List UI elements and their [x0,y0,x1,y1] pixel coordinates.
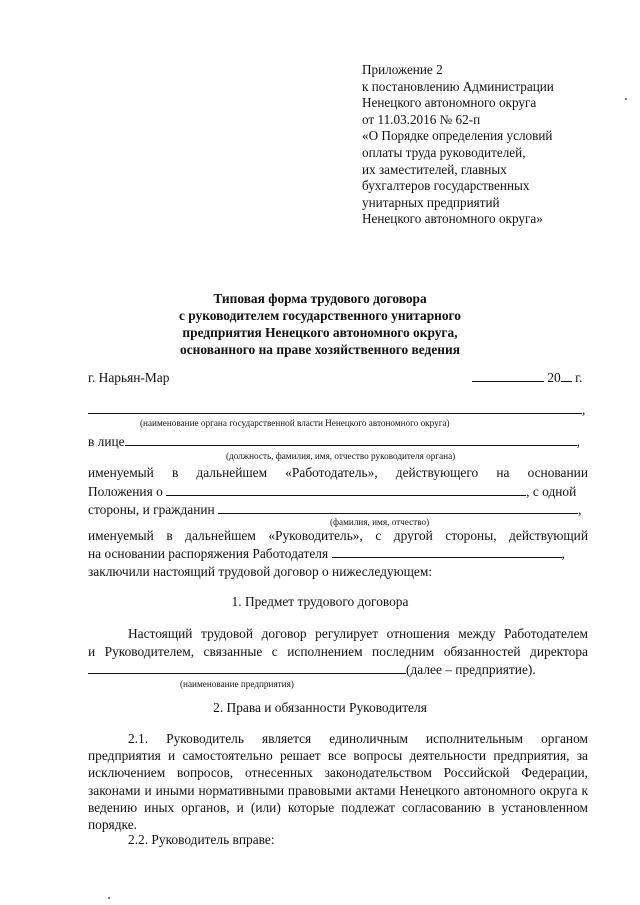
comma: , [561,546,565,561]
concluded-line: заключили настоящий трудовой договор о нижеследующем: [88,564,433,579]
represented-blank [125,434,577,446]
comma: , [582,402,586,417]
regulation-suffix: , с одной [526,484,577,499]
citizen-label: стороны, и гражданин [88,502,215,517]
appendix-line: Приложение 2 [362,62,443,77]
enterprise-blank [88,662,406,674]
appendix-line: Ненецкого автономного округа [362,95,537,111]
title-line: основанного на праве хозяйственного ведения [180,342,460,357]
comma: , [578,502,582,517]
appendix-line: к постановлению Администрации [362,78,554,94]
citizen-hint: (фамилия, имя, отчество) [330,517,430,527]
represented-line [88,434,588,450]
represented-hint: (должность, фамилия, имя, отчество руководителя органа) [226,451,456,461]
section-1-line-2: и Руководителем, связанные с исполнением последним обязанностей директора [88,644,588,659]
title-line: с руководителем государственного унитарного [179,308,461,323]
scan-speck [108,897,110,899]
comma: , [576,434,580,449]
named-head-line: именуемый в дальнейшем «Руководитель», с другой стороны, действующий [88,528,588,543]
section-1-suffix: (далее – предприятие). [406,662,536,677]
section-1-heading: 1. Предмет трудового договора [231,594,409,609]
named-employer-line: именуемый в дальнейшем «Работодатель», действующего на основании [88,465,588,480]
order-blank [332,546,562,558]
enterprise-hint: (наименование предприятия) [180,679,294,689]
appendix-line: «О Порядке определения условий [362,128,553,144]
employer-hint: (наименование органа государственной власти Ненецкого автономного округа) [140,418,450,428]
regulation-blank [166,484,526,496]
section-1-line-3 [88,662,588,678]
regulation-line [88,484,588,500]
appendix-note [362,62,554,228]
section-2-heading: 2. Права и обязанности Руководителя [213,700,427,715]
date-suffix: г. [575,370,583,385]
document-title [0,290,640,358]
appendix-line: бухгалтеров государственных [362,178,530,194]
citizen-line [88,502,588,518]
title-line: предприятия Ненецкого автономного округа, [182,325,458,340]
date-blank [472,370,544,382]
scan-speck [625,98,627,100]
order-line [88,546,588,562]
citizen-blank [218,502,578,514]
order-label: на основании распоряжения Работодателя [88,546,329,561]
item-2-2: 2.2. Руководитель вправе: [128,832,275,847]
employer-blank [88,402,582,414]
appendix-line: их заместителей, главных [362,161,507,177]
appendix-line: от 11.03.2016 № 62-п [362,111,481,127]
date-field [472,370,582,386]
item-2-1: 2.1. Руководитель является единоличным исполнительным органом предприятия и самостоятельно решает все вопросы деятельности предприятия, за исключением вопросов, отнесенных законодательством Российской Федерации, законами и иными нормативными правовыми актами Ненецкого автономного округа к ведению иных органов, и (или) которые подлежат согласованию в установленном порядке. [88,731,588,833]
appendix-line: оплаты труда руководителей, [362,144,526,160]
employer-name-line [88,402,588,418]
regulation-label: Положения о [88,484,163,499]
title-line: Типовая форма трудового договора [213,291,427,306]
place-of-signing: г. Нарьян-Мар [88,370,170,385]
section-1-line-1: Настоящий трудовой договор регулирует отношения между Работодателем [128,626,588,641]
year-blank [561,370,572,382]
represented-label: в лице [88,434,125,449]
appendix-line: унитарных предприятий [362,194,500,210]
date-year: 20 [547,370,561,385]
appendix-line: Ненецкого автономного округа» [362,211,543,227]
